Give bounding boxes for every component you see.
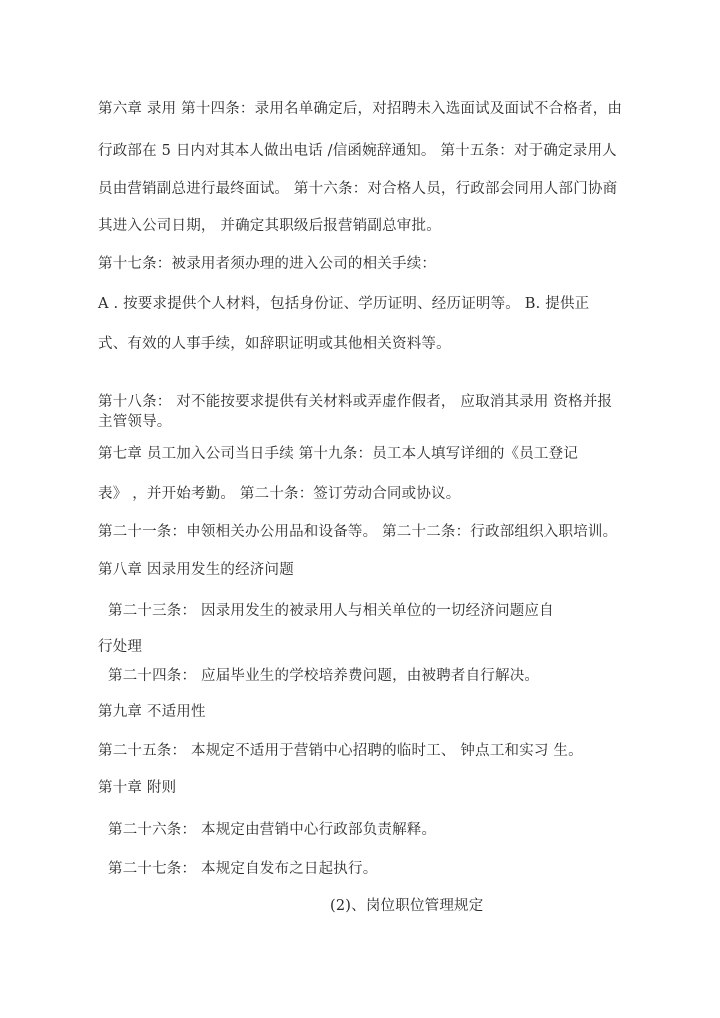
chapter-heading-9: 第九章 不适用性 [98,704,206,720]
text-line-4: 其进入公司日期， 并确定其职级后报营销副总审批。 [98,218,441,234]
text-line-13: 第二十三条： 因录用发生的被录用人与相关单位的一切经济问题应自 [108,603,554,619]
section-heading: (2)、岗位职位管理规定 [330,898,484,914]
chapter-heading-10: 第十章 附则 [98,780,177,796]
text-line-10: 表》 ，并开始考勤。 第二十条：签订劳动合同或协议。 [98,486,461,502]
text-line-15: 第二十四条： 应届毕业生的学校培养费问题，由被聘者自行解决。 [108,668,540,684]
text-paragraph-18: 第十八条： 对不能按要求提供有关材料或弄虚作假者， 应取消其录用 资格并报主管领导。 [98,394,613,430]
text-line-17: 第二十五条： 本规定不适用于营销中心招聘的临时工、 钟点工和实习 生。 [98,743,583,759]
text-line-11: 第二十一条：申领相关办公用品和设备等。 第二十二条：行政部组织入职培训。 [98,524,618,540]
chapter-heading-8: 第八章 因录用发生的经济问题 [98,562,294,578]
text-line-7: 式、有效的人事手续，如辞职证明或其他相关资料等。 [98,336,451,352]
text-line-20: 第二十七条： 本规定自发布之日起执行。 [108,861,378,877]
text-line-1: 第六章 录用 第十四条：录用名单确定后，对招聘未入选面试及面试不合格者，由 [98,101,623,117]
text-line-6: A . 按要求提供个人材料，包括身份证、学历证明、经历证明等。 B. 提供正 [98,296,590,312]
text-line-19: 第二十六条： 本规定由营销中心行政部负责解释。 [108,822,437,838]
text-line-9: 第七章 员工加入公司当日手续 第十九条：员工本人填写详细的《员工登记 [98,446,579,462]
text-line-5: 第十七条：被录用者须办理的进入公司的相关手续： [98,256,437,272]
text-line-3: 员由营销副总进行最终面试。 第十六条：对合格人员，行政部会同用人部门协商 [98,181,618,197]
text-line-2: 行政部在 5 日内对其本人做出电话 /信函婉辞通知。 第十五条：对于确定录用人 [98,143,617,159]
text-line-14: 行处理 [98,639,143,655]
